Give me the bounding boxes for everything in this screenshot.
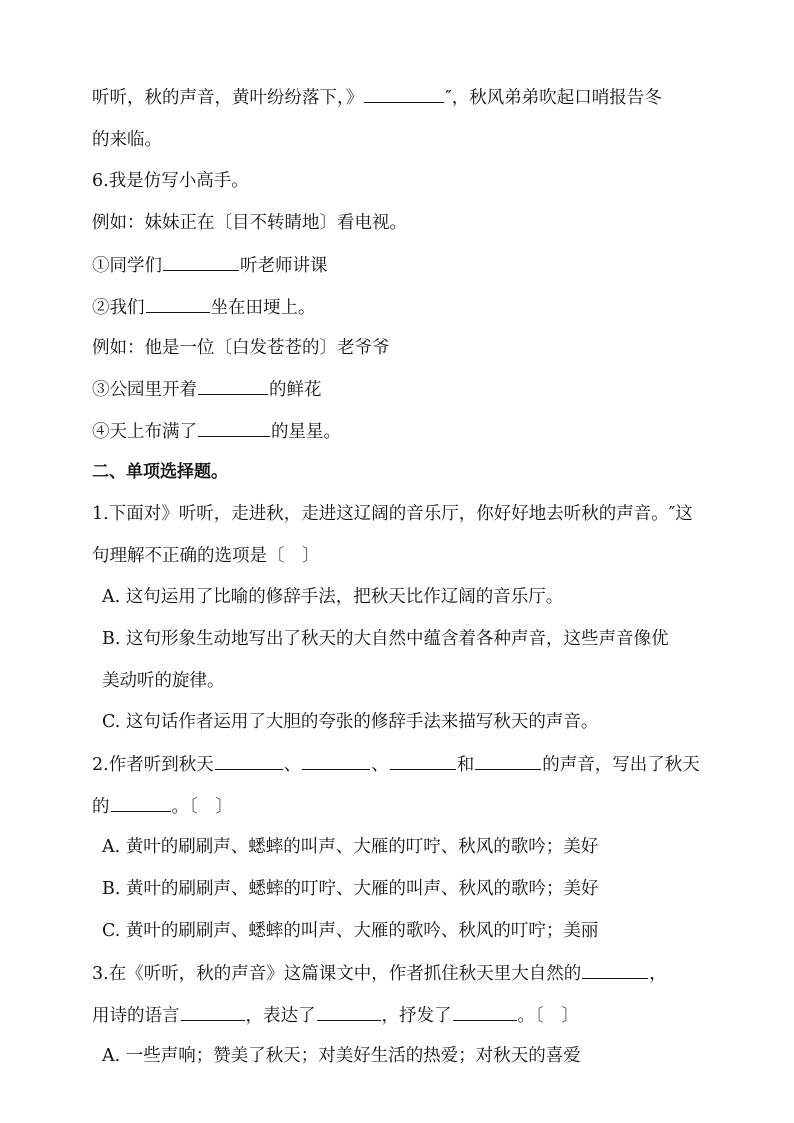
example-line: 例如：他是一位〔白发苍苍的〕老爷爷 bbox=[92, 338, 390, 358]
answer-blank[interactable] bbox=[198, 376, 268, 395]
text-segment: 听老师讲课 bbox=[240, 256, 328, 276]
answer-blank[interactable] bbox=[453, 1002, 517, 1021]
text-segment: ，抒发了 bbox=[381, 1006, 452, 1026]
answer-blank[interactable] bbox=[390, 751, 456, 770]
question-text bbox=[92, 960, 712, 987]
text-segment: 3.在《听听，秋的声音》这篇课文中，作者抓住秋天里大自然的 bbox=[92, 964, 582, 984]
text-segment: 用诗的语言 bbox=[92, 1006, 180, 1026]
question-text bbox=[92, 751, 712, 778]
text-segment: ④天上布满了 bbox=[92, 422, 197, 442]
text-segment: 的鲜花 bbox=[269, 380, 322, 400]
option-a[interactable]: A. 这句运用了比喻的修辞手法，把秋天比作辽阔的音乐厅。 bbox=[102, 587, 564, 607]
text-segment: ①同学们 bbox=[92, 256, 162, 276]
text-segment: 2.作者听到秋天 bbox=[92, 755, 214, 775]
text-segment: 听听，秋的声音，黄叶纷纷落下，》 bbox=[92, 88, 364, 108]
section-heading: 二、单项选择题。 bbox=[92, 462, 228, 482]
answer-blank[interactable] bbox=[317, 1002, 381, 1021]
answer-blank[interactable] bbox=[215, 751, 283, 770]
question-text bbox=[92, 1002, 712, 1029]
answer-blank[interactable] bbox=[302, 751, 370, 770]
text-segment: ″，秋风弟弟吹起口哨报告冬 bbox=[445, 88, 662, 108]
option-a[interactable]: A. 一些声响；赞美了秋天；对美好生活的热爱；对秋天的喜爱 bbox=[102, 1046, 581, 1066]
text-segment: 、 bbox=[371, 755, 389, 775]
answer-blank[interactable] bbox=[364, 84, 444, 103]
text-segment: 、 bbox=[283, 755, 302, 775]
answer-blank[interactable] bbox=[475, 751, 541, 770]
option-a[interactable]: A. 黄叶的刷刷声、蟋蟀的叫声、大雁的叮咛、秋风的歌吟；美好 bbox=[102, 837, 599, 857]
option-c[interactable]: C. 黄叶的刷刷声、蟋蟀的叫声、大雁的歌吟、秋风的叮咛；美丽 bbox=[102, 921, 599, 941]
text-segment: 。〔 〕 bbox=[171, 797, 233, 817]
text-segment: 的 bbox=[92, 797, 110, 817]
question-text bbox=[92, 793, 712, 820]
text-segment: ， bbox=[649, 964, 667, 984]
text-segment: ②我们 bbox=[92, 298, 145, 318]
option-b[interactable]: B. 这句形象生动地写出了秋天的大自然中蕴含着各种声音，这些声音像优 bbox=[102, 629, 669, 649]
exercise-item bbox=[92, 376, 712, 403]
question-text: 1.下面对》听听，走进秋，走进这辽阔的音乐厅，你好好地去听秋的声音。″这 bbox=[92, 504, 693, 524]
text-segment: 的星星。 bbox=[271, 422, 341, 442]
exercise-item bbox=[92, 294, 712, 321]
exercise-item bbox=[92, 418, 712, 445]
option-c[interactable]: C. 这句话作者运用了大胆的夸张的修辞手法来描写秋天的声音。 bbox=[102, 712, 599, 732]
answer-blank[interactable] bbox=[198, 418, 270, 437]
answer-blank[interactable] bbox=[163, 252, 239, 271]
text-segment: 坐在田埂上。 bbox=[210, 298, 316, 318]
option-b-continued: 美动听的旋律。 bbox=[102, 671, 225, 691]
answer-blank[interactable] bbox=[111, 793, 171, 812]
text-segment: 和 bbox=[456, 755, 475, 775]
text-segment: ③公园里开着 bbox=[92, 380, 197, 400]
option-b[interactable]: B. 黄叶的刷刷声、蟋蟀的叮咛、大雁的叫声、秋风的歌吟；美好 bbox=[102, 879, 599, 899]
question-title: 6.我是仿写小高手。 bbox=[92, 171, 249, 191]
exercise-item bbox=[92, 252, 712, 279]
example-line: 例如：妹妹正在〔目不转睛地〕看电视。 bbox=[92, 213, 407, 233]
text-segment: 。〔 〕 bbox=[517, 1006, 579, 1026]
text-segment: 的声音，写出了秋天 bbox=[542, 755, 700, 775]
answer-blank[interactable] bbox=[181, 1002, 245, 1021]
question-text: 句理解不正确的选项是〔 〕 bbox=[92, 546, 320, 566]
text-segment: ，表达了 bbox=[245, 1006, 316, 1026]
text-line: 的来临。 bbox=[92, 130, 162, 150]
answer-blank[interactable] bbox=[582, 960, 648, 979]
answer-blank[interactable] bbox=[146, 294, 210, 313]
text-line bbox=[92, 84, 712, 111]
